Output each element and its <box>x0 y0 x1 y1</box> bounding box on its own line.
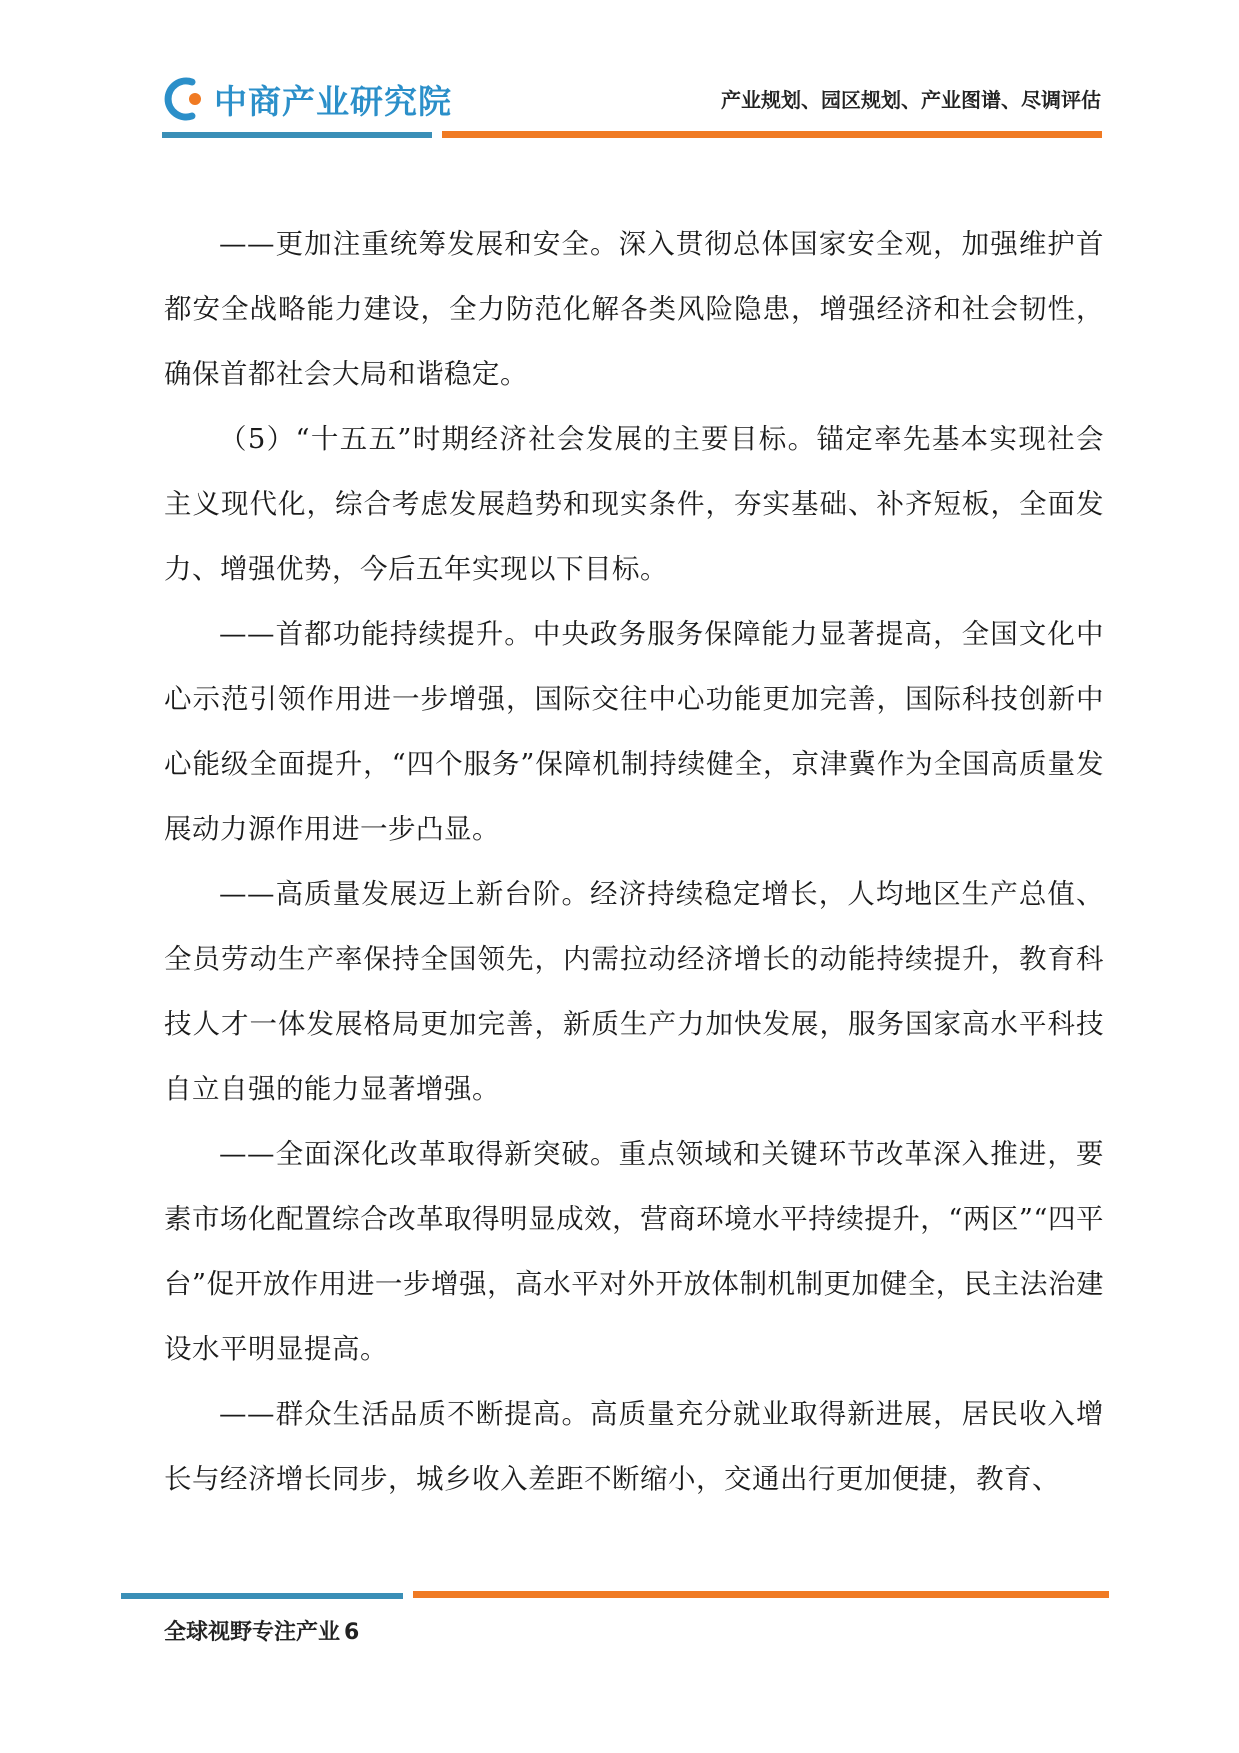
header-divider-blue <box>162 132 432 138</box>
paragraph: （5）“十五五”时期经济社会发展的主要目标。锚定率先基本实现社会主义现代化，综合考虑发展趋势和现实条件，夯实基础、补齐短板，全面发力、增强优势，今后五年实现以下目标。 <box>164 423 1104 585</box>
paragraph: ——首都功能持续提升。中央政务服务保障能力显著提高，全国文化中心示范引领作用进一步增强，国际交往中心功能更加完善，国际科技创新中心能级全面提升，“四个服务”保障机制持续健全，京津冀作为全国高质量发展动力源作用进一步凸显。 <box>164 618 1104 845</box>
header-tagline: 产业规划、园区规划、产业图谱、尽调评估 <box>721 88 1101 112</box>
c-arc-logo-icon <box>162 76 208 122</box>
paragraph: ——高质量发展迈上新台阶。经济持续稳定增长，人均地区生产总值、全员劳动生产率保持全国领先，内需拉动经济增长的动能持续提升，教育科技人才一体发展格局更加完善，新质生产力加快发展，服务国家高水平科技自立自强的能力显著增强。 <box>164 878 1104 1105</box>
footer-divider-blue <box>121 1593 403 1599</box>
body-text <box>164 212 1104 1512</box>
footer-slogan: 全球视野专注产业 <box>164 1620 341 1645</box>
footer-divider-orange <box>413 1591 1109 1598</box>
header-divider-orange <box>442 131 1102 138</box>
paragraph: ——群众生活品质不断提高。高质量充分就业取得新进展，居民收入增长与经济增长同步，城乡收入差距不断缩小，交通出行更加便捷，教育、 <box>164 1398 1104 1495</box>
page-header <box>0 0 1239 150</box>
paragraph: ——全面深化改革取得新突破。重点领域和关键环节改革深入推进，要素市场化配置综合改革取得明显成效，营商环境水平持续提升，“两区”“四平台”促开放作用进一步增强，高水平对外开放体制机制更加健全，民主法治建设水平明显提高。 <box>164 1138 1104 1365</box>
paragraph: ——更加注重统筹发展和安全。深入贯彻总体国家安全观，加强维护首都安全战略能力建设，全力防范化解各类风险隐患，增强经济和社会韧性，确保首都社会大局和谐稳定。 <box>164 228 1104 390</box>
logo <box>162 74 452 124</box>
page-number: 6 <box>344 1620 360 1645</box>
page-footer <box>164 1615 359 1646</box>
logo-text: 中商产业研究院 <box>214 81 452 121</box>
